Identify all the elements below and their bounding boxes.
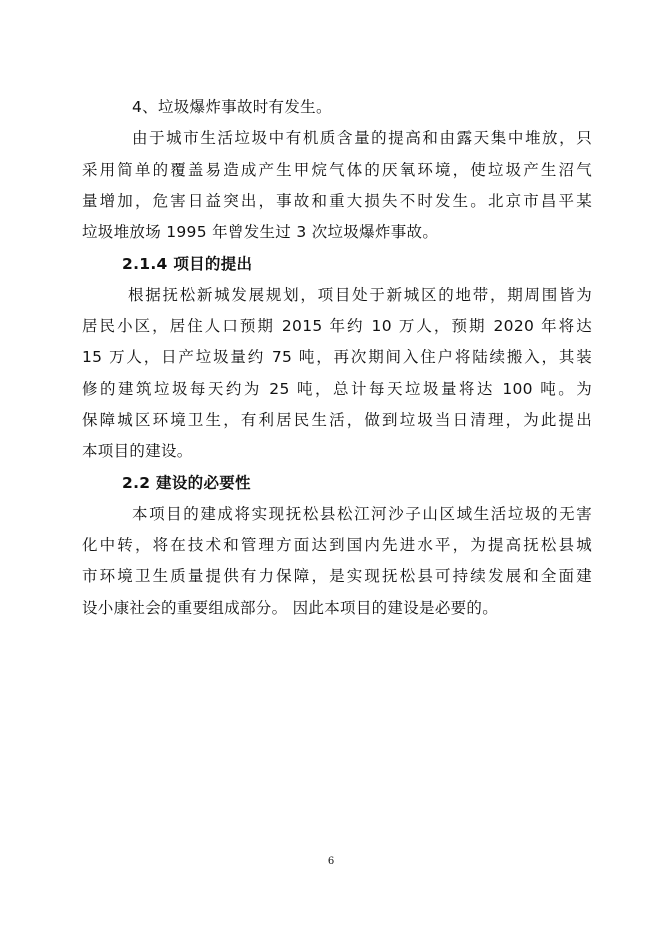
section-heading-2-1-4: 2.1.4 项目的提出 (122, 255, 253, 273)
paragraph-line: 15 万人，日产垃圾量约 75 吨，再次期间入住户将陆续搬入，其装 (82, 348, 592, 366)
paragraph-line: 量增加，危害日益突出，事故和重大损失不时发生。北京市昌平某 (82, 192, 592, 210)
paragraph-line: 采用简单的覆盖易造成产生甲烷气体的厌氧环境，使垃圾产生沼气 (82, 161, 592, 179)
paragraph-line: 市环境卫生质量提供有力保障，是实现抚松县可持续发展和全面建 (82, 567, 592, 585)
paragraph-line: 设小康社会的重要组成部分。 因此本项目的建设是必要的。 (82, 599, 499, 617)
section-heading-2-2: 2.2 建设的必要性 (122, 474, 251, 492)
paragraph-line: 垃圾堆放场 1995 年曾发生过 3 次垃圾爆炸事故。 (82, 223, 439, 241)
paragraph-line: 化中转，将在技术和管理方面达到国内先进水平，为提高抚松县城 (82, 536, 592, 554)
paragraph-line: 保障城区环境卫生，有利居民生活，做到垃圾当日清理，为此提出 (82, 411, 592, 429)
paragraph-line: 本项目的建设。 (82, 442, 193, 460)
list-item-explosion: 4、垃圾爆炸事故时有发生。 (132, 98, 332, 116)
paragraph-line: 由于城市生活垃圾中有机质含量的提高和由露天集中堆放，只 (132, 129, 592, 147)
paragraph-line: 修的建筑垃圾每天约为 25 吨，总计每天垃圾量将达 100 吨。为 (82, 380, 592, 398)
paragraph-line: 根据抚松新城发展规划，项目处于新城区的地带，期周围皆为 (128, 286, 592, 304)
paragraph-line: 居民小区，居住人口预期 2015 年约 10 万人，预期 2020 年将达 (82, 317, 592, 335)
paragraph-line: 本项目的建成将实现抚松县松江河沙子山区域生活垃圾的无害 (132, 505, 592, 523)
page-number: 6 (327, 856, 335, 867)
